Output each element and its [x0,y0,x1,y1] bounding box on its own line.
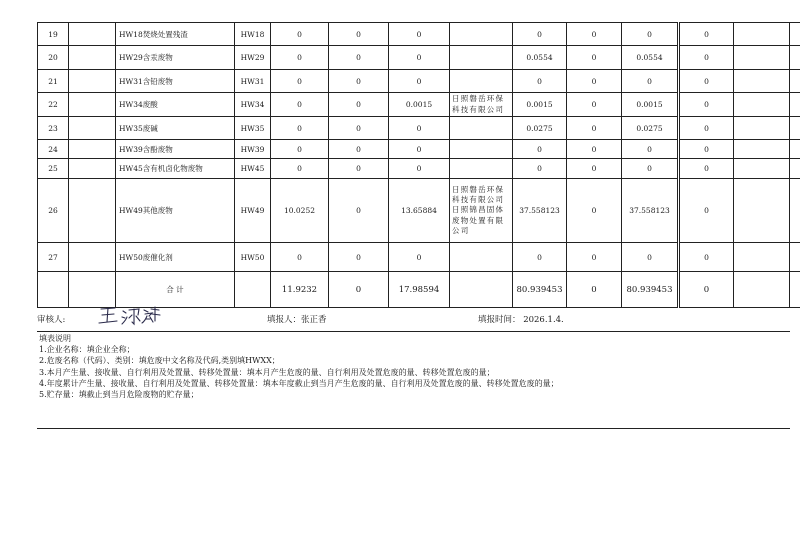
value-cell: 0.0015 [513,93,567,117]
fill-date: 填报时间： 2026.1.4. [478,315,564,325]
row-number: 19 [38,23,69,46]
row-spacer [69,117,116,140]
value-cell: 37.558123 [622,179,679,243]
value-cell: 37.558123 [513,179,567,243]
blank-cell [790,70,800,93]
blank-cell [734,117,790,140]
waste-code: HW45 [235,159,271,179]
value-cell: 0 [567,46,622,70]
value-cell: 0 [567,117,622,140]
value-cell: 0.0275 [513,117,567,140]
table-row [38,93,800,117]
blank-cell [734,70,790,93]
value-cell: 10.0252 [271,179,329,243]
value-cell: 0 [567,70,622,93]
value-cell: 0.0275 [622,117,679,140]
value-cell: 0 [679,140,734,159]
value-cell: 0 [567,159,622,179]
blank-cell [38,272,69,308]
blank-cell [734,272,790,308]
row-number: 21 [38,70,69,93]
row-spacer [69,179,116,243]
blank-cell [790,140,800,159]
waste-name: HW31含铅废物 [116,70,235,93]
value-cell: 0 [513,140,567,159]
value-cell: 0.0015 [389,93,450,117]
value-cell: 0 [622,243,679,272]
reviewer-label: 审核人: [37,315,66,325]
value-cell: 0 [567,23,622,46]
reviewer-signature [95,303,165,327]
blank-cell [734,159,790,179]
blank-cell [790,179,800,243]
waste-code: HW29 [235,46,271,70]
table-row [38,23,800,46]
value-cell: 0 [567,140,622,159]
value-cell: 0.0554 [513,46,567,70]
waste-name: HW18焚烧处置残渣 [116,23,235,46]
row-number: 27 [38,243,69,272]
instruction-line: 3.本月产生量、接收量、自行利用及处置量、转移处置量：填本月产生危废的量、自行利用及处置危废的量、转移处置危废的量； [39,367,495,377]
waste-code: HW39 [235,140,271,159]
value-cell: 0 [567,179,622,243]
total-value: 17.98594 [389,272,450,308]
value-cell: 0 [679,93,734,117]
value-cell: 0 [679,46,734,70]
value-cell: 0 [271,117,329,140]
value-cell: 0 [271,243,329,272]
value-cell: 0 [329,23,389,46]
waste-code: HW18 [235,23,271,46]
filler-text: 填报人：张正香 [267,315,327,325]
value-cell: 0 [679,70,734,93]
value-cell: 0 [622,159,679,179]
value-cell: 0 [329,70,389,93]
blank-cell [790,243,800,272]
value-cell: 0 [622,70,679,93]
row-spacer [69,243,116,272]
instruction-line: 2.危废名称（代码）、类别：填危废中文名称及代码,类别填HWXX； [39,356,280,366]
table-row [38,159,800,179]
value-cell: 0 [567,93,622,117]
value-cell: 0 [679,159,734,179]
instruction-line: 1.企业名称：填企业全称； [39,345,135,355]
total-value: 80.939453 [622,272,679,308]
row-spacer [69,159,116,179]
blank-cell [790,23,800,46]
value-cell: 0 [389,23,450,46]
blank-cell [790,117,800,140]
table-row [38,140,800,159]
value-cell: 0 [389,117,450,140]
blank-cell [734,179,790,243]
disposer-cell [450,140,513,159]
table-row [38,117,800,140]
value-cell: 0 [389,70,450,93]
table-row [38,243,800,272]
blank-cell [450,272,513,308]
blank-cell [235,272,271,308]
disposer-cell [450,23,513,46]
waste-code: HW31 [235,70,271,93]
value-cell: 0 [513,23,567,46]
disposer-cell [450,159,513,179]
value-cell: 0 [679,243,734,272]
blank-cell [790,159,800,179]
disposer-cell [450,46,513,70]
blank-cell [734,243,790,272]
value-cell: 0 [567,243,622,272]
value-cell: 0 [389,46,450,70]
row-spacer [69,93,116,117]
row-spacer [69,140,116,159]
total-value: 80.939453 [513,272,567,308]
fill-instructions [37,331,790,429]
blank-cell [734,46,790,70]
table-row [38,179,800,243]
value-cell: 0 [271,159,329,179]
row-number: 22 [38,93,69,117]
waste-code: HW34 [235,93,271,117]
instruction-line: 5.贮存量：填截止到当月危险废物的贮存量； [39,390,199,400]
total-value: 0 [679,272,734,308]
waste-code: HW50 [235,243,271,272]
value-cell: 0 [513,243,567,272]
value-cell: 0 [271,46,329,70]
value-cell: 0 [329,243,389,272]
blank-cell [734,23,790,46]
value-cell: 0 [329,46,389,70]
value-cell: 0.0015 [622,93,679,117]
row-number: 20 [38,46,69,70]
total-label: 合 计 [116,272,235,308]
total-value: 0 [567,272,622,308]
waste-name: HW39含酚废物 [116,140,235,159]
instruction-line: 4.年度累计产生量、接收量、自行利用及处置量、转移处置量：填本年度截止到当月产生危废的量、自行利用及处置危废的量、转移处置危废的量； [39,378,559,388]
value-cell: 0 [329,159,389,179]
value-cell: 0 [271,23,329,46]
value-cell: 0 [513,70,567,93]
value-cell: 0 [389,243,450,272]
blank-cell [790,272,800,308]
instructions-title: 填表说明 [39,334,71,343]
total-value: 11.9232 [271,272,329,308]
value-cell: 0 [679,117,734,140]
total-value: 0 [329,272,389,308]
value-cell: 0 [271,140,329,159]
disposer-cell: 日照磐岳环保科技有限公司 [450,93,513,117]
value-cell: 0 [329,140,389,159]
value-cell: 0 [679,23,734,46]
waste-code: HW35 [235,117,271,140]
disposer-cell: 日照磐岳环保科技有限公司日照锦昌固体废物处置有限公司 [450,179,513,243]
value-cell: 0 [513,159,567,179]
waste-code: HW49 [235,179,271,243]
table-row [38,70,800,93]
value-cell: 0 [329,179,389,243]
value-cell: 0 [679,179,734,243]
row-number: 24 [38,140,69,159]
table-row [38,46,800,70]
hazardous-waste-table [37,22,800,308]
row-spacer [69,46,116,70]
value-cell: 13.65884 [389,179,450,243]
blank-cell [734,140,790,159]
value-cell: 0 [271,93,329,117]
waste-name: HW50废催化剂 [116,243,235,272]
value-cell: 0 [329,93,389,117]
disposer-cell [450,70,513,93]
blank-cell [790,93,800,117]
value-cell: 0 [271,70,329,93]
row-spacer [69,23,116,46]
row-number: 25 [38,159,69,179]
value-cell: 0 [622,140,679,159]
disposer-cell [450,243,513,272]
waste-name: HW35废碱 [116,117,235,140]
value-cell: 0 [389,140,450,159]
waste-name: HW49其他废物 [116,179,235,243]
blank-cell [734,93,790,117]
waste-name: HW29含汞废物 [116,46,235,70]
value-cell: 0 [389,159,450,179]
value-cell: 0 [622,23,679,46]
row-number: 23 [38,117,69,140]
value-cell: 0 [329,117,389,140]
disposer-cell [450,117,513,140]
row-spacer [69,70,116,93]
row-number: 26 [38,179,69,243]
value-cell: 0.0554 [622,46,679,70]
blank-cell [790,46,800,70]
waste-name: HW34废酸 [116,93,235,117]
waste-name: HW45含有机卤化物废物 [116,159,235,179]
